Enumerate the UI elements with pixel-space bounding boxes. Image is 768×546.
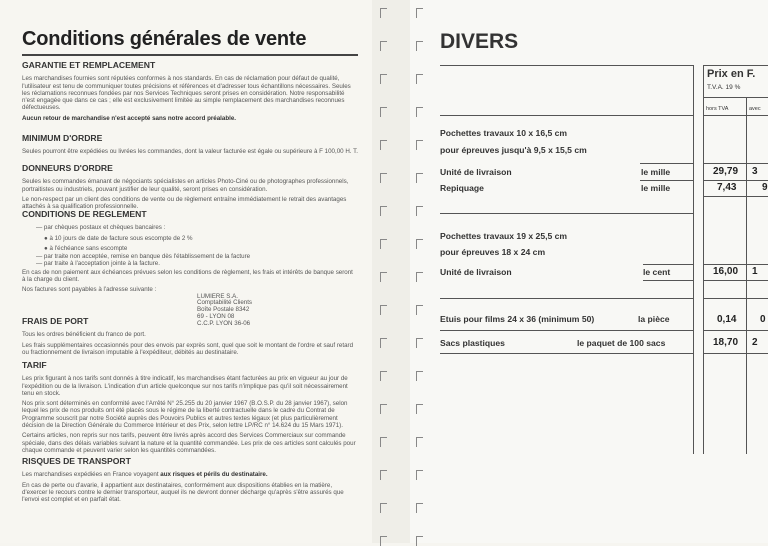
binding-ring-icon: [416, 470, 423, 480]
binding-ring-icon: [380, 173, 387, 183]
binding-ring-icon: [416, 206, 423, 216]
binding-ring-icon: [380, 107, 387, 117]
address-line: 69 - LYON 08: [197, 313, 235, 321]
paragraph: Nos prix sont déterminés en conformité avec l'Arrêté N° 25.255 du 20 janvier 1967 (B.O.S.P. du 28 janvier 1967), selon lequel les prix de nos produits ont été placés sous le régime de la liberté contractuelle dans le cadre du Contrat de Programme souscrit par notre Société auprès des Pouvoirs Publics et autres textes légaux (et plus particulièrement décision de la Direction Générale du Commerce Intérieur et des Prix, selon lettre LP/RC n° 14.624 du 15 Mars 1971).: [22, 400, 348, 430]
binding-ring-icon: [380, 305, 387, 315]
table-rule: [703, 280, 768, 281]
list-item: — par traite non acceptée, remise en banque dès l'établissement de la facture: [36, 253, 251, 261]
section-reglement: [22, 211, 358, 328]
section-heading: GARANTIE ET REMPLACEMENT: [22, 60, 156, 70]
section-heading: RISQUES DE TRANSPORT: [22, 456, 131, 466]
paragraph: Les frais supplémentaires occasionnés pour des envois par exprès sont, quel que soit le montant de l'ordre et sauf retard ou fractionnement de livraison imputable à l'expéditeur, débités au destinataire.: [22, 341, 354, 356]
binding-ring-icon: [416, 239, 423, 249]
paragraph: Les prix figurant à nos tarifs sont donnés à titre indicatif, les marchandises étant facturées au prix en vigueur au jour de l'expédition ou de la livraison. L'indication d'un article quelconque sur nos tarifs n'implique pas qu'il soit nécessairement tenu en stock.: [22, 375, 348, 397]
list-item: — par traite à l'acceptation jointe à la facture.: [36, 260, 160, 268]
col-avec-tva: avec: [749, 106, 761, 112]
table-rule: [440, 330, 693, 331]
paragraph: Seules les commandes émanant de négociants spécialistes en articles Photo-Ciné ou de photographes professionnels, portraitistes ou industriels, pouvant justifier de leur qualité, seront prises en considération.: [22, 178, 349, 193]
binding-ring-icon: [380, 239, 387, 249]
price-avec-tva: 0: [760, 314, 766, 325]
binding-ring-icon: [380, 536, 387, 546]
table-rule: [746, 97, 747, 454]
price-avec-tva: 2: [752, 337, 758, 348]
paragraph: Certains articles, non repris sur nos tarifs, peuvent être livrés après accord des Services Commerciaux sur commande spéciale, dans des délais variables suivant la nature et la quantité commandée. Les prix de ces articles sont calculés pour chaque commande et peuvent varier selon les quantités commandées.: [22, 432, 356, 454]
binding-ring-icon: [380, 272, 387, 282]
price-hors-tva: 16,00: [713, 266, 739, 277]
table-rule: [703, 65, 704, 454]
binding-ring-icon: [416, 74, 423, 84]
table-rule: [640, 163, 693, 164]
paragraph: Nos factures sont payables à l'adresse suivante :: [22, 286, 157, 294]
binding-ring-icon: [416, 536, 423, 546]
col-hors-tva: hors TVA: [706, 106, 729, 112]
row-label: Etuis pour films 24 x 36 (minimum 50): [440, 314, 595, 324]
table-rule: [703, 353, 768, 354]
product-desc: pour épreuves jusqu'à 9,5 x 15,5 cm: [440, 145, 587, 155]
section-heading: FRAIS DE PORT: [22, 316, 89, 326]
binding-ring-icon: [416, 503, 423, 513]
section-garantie: [22, 62, 358, 125]
table-rule: [703, 163, 768, 164]
table-rule: [703, 180, 768, 181]
paragraph: En cas de perte ou d'avarie, il appartient aux destinataires, conformément aux dispositions établies en la matière, d'exercer le recours contre le dernier transporteur, auquel ils ne devront donner décharge qu'après s'être assurés que l'envoi est complet et en parfait état.: [22, 481, 344, 504]
table-rule: [703, 330, 768, 331]
binding-ring-icon: [380, 338, 387, 348]
paragraph: Les marchandises expédiées en France voyagent: [22, 471, 161, 479]
table-rule: [703, 196, 768, 197]
binding-ring-icon: [416, 173, 423, 183]
table-rule: [440, 213, 693, 214]
binding-ring-icon: [380, 503, 387, 513]
divers-title: DIVERS: [440, 30, 519, 53]
price-header: Prix en F.: [707, 68, 756, 80]
row-label: Unité de livraison: [440, 167, 512, 177]
title-rule: [22, 54, 358, 56]
product-desc: pour épreuves 18 x 24 cm: [440, 247, 546, 257]
section-frais: [22, 318, 358, 359]
row-unit: le mille: [641, 167, 671, 177]
paragraph-bold: aux risques et périls du destinataire.: [160, 471, 268, 479]
list-item: ● à l'échéance sans escompte: [44, 244, 128, 252]
table-rule: [440, 65, 693, 66]
section-heading: DONNEURS D'ORDRE: [22, 163, 113, 173]
table-rule: [703, 97, 768, 98]
price-avec-tva: 9: [762, 182, 768, 193]
section-minimum: [22, 135, 358, 159]
binding-ring-icon: [416, 404, 423, 414]
address-line: Boîte Postale 8342: [197, 306, 250, 314]
price-hors-tva: 29,79: [713, 166, 739, 177]
tva-label: T.V.A. 19 %: [707, 84, 741, 91]
row-label: Repiquage: [440, 183, 484, 193]
binding-ring-icon: [380, 74, 387, 84]
binding-ring-icon: [380, 371, 387, 381]
row-unit: la pièce: [638, 314, 670, 324]
binding-ring-icon: [416, 371, 423, 381]
table-rule: [440, 298, 693, 299]
binding-ring-icon: [380, 8, 387, 18]
section-donneurs: [22, 165, 358, 213]
section-risques: [22, 458, 358, 506]
table-rule: [440, 353, 693, 354]
paragraph: Tous les ordres bénéficient du franco de port.: [22, 331, 146, 339]
binding-ring-icon: [416, 8, 423, 18]
list-item: — par chèques postaux et chèques bancaires :: [36, 224, 166, 232]
binding-ring-icon: [416, 437, 423, 447]
binding-ring-icon: [380, 437, 387, 447]
paragraph: Seules pourront être expédiées ou livrées les commandes, dont la valeur facturée est égale ou supérieure à F 100,00 H. T.: [22, 148, 358, 156]
table-rule: [643, 264, 693, 265]
section-heading: MINIMUM D'ORDRE: [22, 133, 103, 143]
binding-ring-icon: [416, 41, 423, 51]
section-tarif: [22, 362, 358, 457]
address-line: LUMIERE S.A.: [197, 292, 238, 300]
table-rule: [703, 298, 768, 299]
binding-ring-icon: [416, 305, 423, 315]
binding-ring-icon: [416, 272, 423, 282]
price-hors-tva: 7,43: [717, 182, 737, 193]
binding-ring-icon: [380, 470, 387, 480]
product-name: Pochettes travaux 10 x 16,5 cm: [440, 128, 568, 138]
table-rule: [643, 280, 693, 281]
list-item: ● à 10 jours de date de facture sous escompte de 2 %: [44, 234, 193, 242]
address-line: C.C.P. LYON 36-06: [197, 319, 251, 327]
binding-ring-icon: [416, 140, 423, 150]
row-unit: le cent: [643, 267, 671, 277]
price-avec-tva: 3: [752, 166, 758, 177]
product-name: Pochettes travaux 19 x 25,5 cm: [440, 231, 568, 241]
binding-ring-icon: [416, 338, 423, 348]
binding-ring-icon: [380, 404, 387, 414]
price-hors-tva: 18,70: [713, 337, 739, 348]
binding-ring-icon: [416, 107, 423, 117]
table-rule: [703, 115, 768, 116]
table-rule: [640, 180, 693, 181]
price-avec-tva: 1: [752, 266, 758, 277]
row-label: Sacs plastiques: [440, 338, 505, 348]
row-unit: le mille: [641, 183, 671, 193]
address-line: Comptabilité Clients: [197, 299, 253, 307]
spiral-binding: [372, 0, 410, 543]
binding-ring-icon: [380, 41, 387, 51]
section-heading: CONDITIONS DE REGLEMENT: [22, 209, 147, 219]
binding-ring-icon: [380, 140, 387, 150]
price-hors-tva: 0,14: [717, 314, 737, 325]
row-unit: le paquet de 100 sacs: [577, 338, 666, 348]
table-rule: [703, 65, 768, 66]
binding-ring-icon: [380, 206, 387, 216]
row-label: Unité de livraison: [440, 267, 512, 277]
table-rule: [693, 65, 694, 454]
left-page: [0, 0, 372, 543]
section-heading: TARIF: [22, 360, 47, 370]
paragraph: Les marchandises fournies sont réputées conformes à nos standards. En cas de réclamation pour défaut de qualité, l'utilisateur est tenu de communiquer toutes précisions et références et d'adresser tous échantillons nécessaires. Seules les réclamations reconnues fondées par nos Services Techniques seront prises en considération. Notre responsabilité n'est engagée que dans ce cas ; elle est exclusivement limitée au simple remplacement des marchandises reconnues défectueuses.: [22, 75, 351, 112]
paragraph: En cas de non paiement aux échéances prévues selon les conditions de règlement, les frais et intérêts de banque seront à la charge du client.: [22, 268, 353, 284]
table-rule: [440, 115, 693, 116]
table-rule: [703, 264, 768, 265]
paragraph: Le non-respect par un client des conditions de vente ou de règlement entraîne immédiatement le retrait des avantages attachés à sa qualification professionnelle.: [22, 195, 347, 211]
paragraph-bold: Aucun retour de marchandise n'est accepté sans notre accord préalable.: [22, 114, 236, 122]
page-title: Conditions générales de vente: [22, 28, 307, 50]
